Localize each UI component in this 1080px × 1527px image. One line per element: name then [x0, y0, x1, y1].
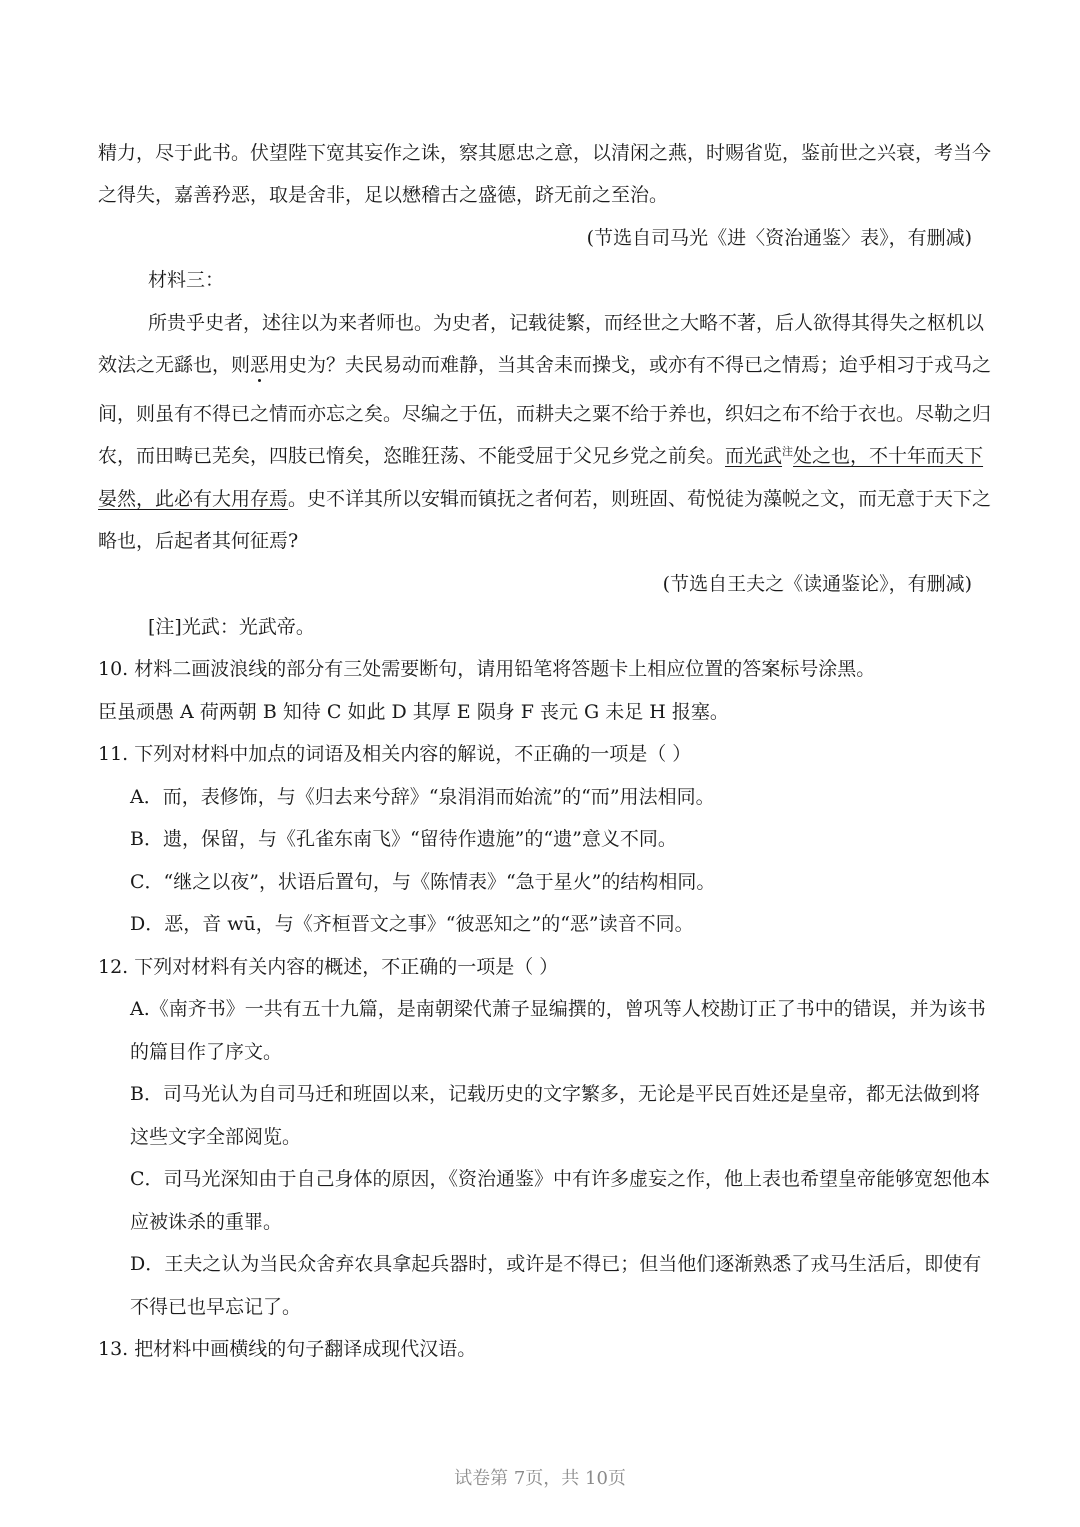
underlined-sentence-part-2: 处之也，不十年而天下	[793, 445, 984, 467]
underlined-sentence-part-1: 而光武	[725, 445, 783, 467]
question-11: 11. 下列对材料中加点的词语及相关内容的解说，不正确的一项是（ ）	[98, 743, 692, 765]
footnote-marker: 注	[782, 445, 794, 458]
question-12-option-c-line-2: 应被诛杀的重罪。	[130, 1211, 283, 1233]
material3-line-5	[98, 486, 991, 512]
material2-source: (节选自司马光《进〈资治通鉴〉表》，有删减)	[586, 227, 972, 249]
emphasis-dot-char: 恶	[250, 354, 270, 376]
question-11-option-b: B．遗，保留，与《孔雀东南飞》“留待作遗施”的“遗”意义不同。	[130, 828, 677, 850]
material3-source: (节选自王夫之《读通鉴论》，有删减)	[662, 573, 972, 595]
material3-line-3: 间，则虽有不得已之情而亦忘之矣。尽编之于伍，而耕夫之粟不给于养也，织妇之布不给于衣也。尽勒之归	[98, 403, 992, 425]
material3-line-4	[98, 443, 983, 469]
question-11-option-c: C．“继之以夜”，状语后置句，与《陈情表》“急于星火”的结构相同。	[130, 871, 716, 893]
question-12-option-d-line-1: D．王夫之认为当民众舍弃农具拿起兵器时，或许是不得已；但当他们逐渐熟悉了戎马生活后，即使有	[130, 1253, 982, 1275]
question-12-option-a-line-2: 的篇目作了序文。	[130, 1041, 283, 1063]
question-12-option-b-line-1: B．司马光认为自司马迁和班固以来，记载历史的文字繁多，无论是平民百姓还是皇帝，都无法做到将	[130, 1083, 980, 1105]
question-12: 12. 下列对材料有关内容的概述，不正确的一项是（ ）	[98, 956, 559, 978]
material2-line-1: 精力，尽于此书。伏望陛下宽其妄作之诛，察其愿忠之意，以清闲之燕，时赐省览，鉴前世之兴衰，考当今	[98, 142, 992, 164]
material2-line-2: 之得失，嘉善矜恶，取是舍非，足以懋稽古之盛德，跻无前之至治。	[98, 184, 669, 206]
question-10: 10. 材料二画波浪线的部分有三处需要断句，请用铅笔将答题卡上相应位置的答案标号涂黑。	[98, 658, 876, 680]
material3-line-5-part-b: 。史不详其所以安辑而镇抚之者何若，则班固、荀悦徒为藻帨之文，而无意于天下之	[288, 488, 992, 510]
material3-note: [注]光武：光武帝。	[148, 616, 315, 638]
question-12-option-c-line-1: C．司马光深知由于自己身体的原因，《资治通鉴》中有许多虚妄之作，他上表也希望皇帝能够宽恕他本	[130, 1168, 991, 1190]
question-12-option-a-line-1: A.《南齐书》一共有五十九篇，是南朝梁代萧子显编撰的，曾巩等人校勘订正了书中的错误，并为该书	[130, 998, 986, 1020]
material3-line-2	[98, 352, 991, 378]
page-footer: 试卷第 7页，共 10页	[454, 1468, 626, 1489]
material3-line-2-part-b: 用史为？夫民易动而难静，当其舍耒而操戈，或亦有不得已之情焉；迨乎相习于戎马之	[269, 354, 992, 376]
question-12-option-b-line-2: 这些文字全部阅览。	[130, 1126, 302, 1148]
material3-line-6: 略也，后起者其何征焉?	[98, 530, 299, 552]
underlined-sentence-part-3: 晏然，此必有大用存焉	[98, 488, 289, 510]
material3-heading: 材料三：	[148, 269, 225, 291]
question-11-option-a: A．而，表修饰，与《归去来兮辞》“泉涓涓而始流”的“而”用法相同。	[130, 786, 715, 808]
material3-line-2-part-a: 效法之无繇也，则	[98, 354, 251, 376]
question-12-option-d-line-2: 不得已也早忘记了。	[130, 1296, 302, 1318]
question-10-options: 臣虽顽愚 A 荷两朝 B 知待 C 如此 D 其厚 E 陨身 F 丧元 G 未足 H 报塞。	[98, 701, 729, 723]
question-13: 13. 把材料中画横线的句子翻译成现代汉语。	[98, 1338, 477, 1360]
material3-line-4-part-a: 农，而田畴已芜矣，四肢已惰矣，恣睢狂荡、不能受屈于父兄乡党之前矣。	[98, 445, 726, 467]
question-11-option-d: D．恶，音 wū，与《齐桓晋文之事》“彼恶知之”的“恶”读音不同。	[130, 913, 694, 935]
material3-line-1: 所贵乎史者，述往以为来者师也。为史者，记载徒繁，而经世之大略不著，后人欲得其得失之枢机以	[148, 312, 985, 334]
